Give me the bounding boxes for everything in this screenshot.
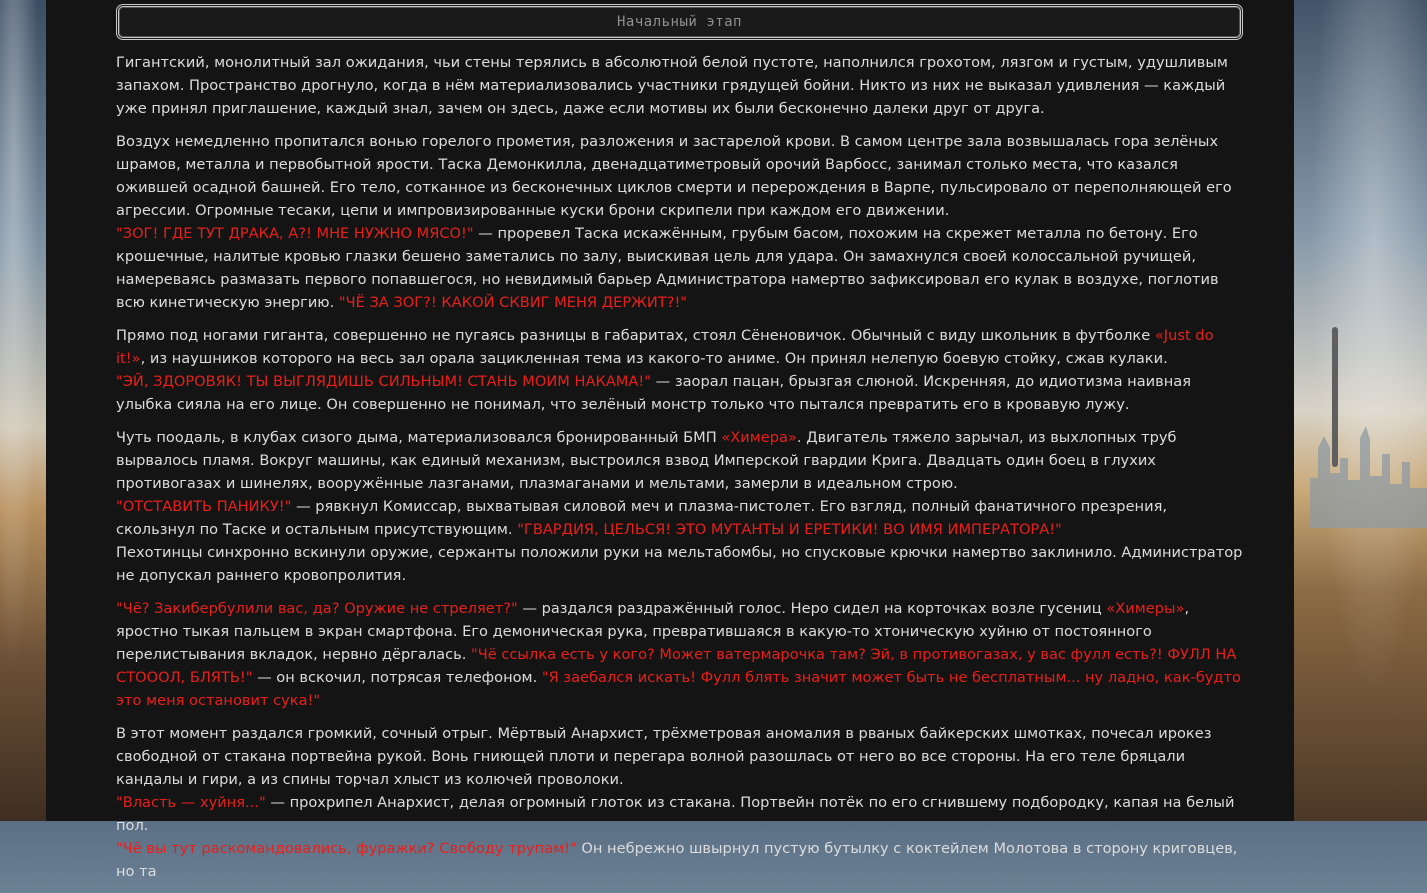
paragraph-nero (116, 597, 1246, 712)
narration: Гигантский, монолитный зал ожидания, чьи стены терялись в абсолютной белой пустоте, наполнился грохотом, лязгом и густым, удушливым запахом. Пространство дрогнуло, когда в нём материализовались участники грядущей бойни. Никто из них не выказал удивления — каждый уже принял приглашение, каждый знал, зачем он здесь, даже если мотивы их были бесконечно далеки друг от друга. (116, 54, 1228, 117)
narration: . Двигатель тяжело зарычал, из выхлопных труб вырвалось пламя. Вокруг машины, как единый механизм, выстроился взвод Имперской гвардии Крига. Двадцать один боец в глухих противогазах и шинелях, вооружённые лазганами, плазмаганами и мельтами, замерли в идеальном строю. (116, 429, 1177, 492)
narration: Прямо под ногами гиганта, совершенно не пугаясь разницы в габаритах, стоял Сёненовичок. Обычный с виду школьник в футболке (116, 327, 1155, 344)
dialogue-quote: "ОТСТАВИТЬ ПАНИКУ!" (116, 498, 292, 515)
ruined-city-silhouette (1310, 418, 1427, 528)
vehicle-highlight: «Химера» (721, 429, 797, 446)
narration: Воздух немедленно пропитался вонью горелого прометия, разложения и застарелой крови. В самом центре зала возвышалась гора зелёных шрамов, металла и первобытной ярости. Таска Демонкилла, двенадцатиметровый орочий Варбосс, занимал столько места, что казался ожившей осадной башней. Его тело, сотканное из бесконечных циклов смерти и перерождения в Варпе, пульсировало от переполняющей его агрессии. Огромные тесаки, цепи и импровизированные куски брони скрипели при каждом его движении. (116, 133, 1232, 219)
narration: , яростно тыкая пальцем в экран смартфона. Его демоническая рука, превратившаяся в какую-то хтоническую хуйню от постоянного перелистывания вкладок, нервно дёргалась. (116, 600, 1190, 663)
dialogue-quote: "ЧЁ ЗА ЗОГ?! КАКОЙ СКВИГ МЕНЯ ДЕРЖИТ?!" (338, 294, 688, 311)
narration: Чуть поодаль, в клубах сизого дыма, материализовался бронированный БМП (116, 429, 722, 446)
scrollbar-thumb[interactable] (1332, 327, 1338, 467)
stage-header (116, 4, 1243, 40)
narration: — рявкнул Комиссар, выхватывая силовой меч и плазма-пистолет. Его взгляд, полный фанатичного презрения, скользнул по Таске и остальным присутствующим. (116, 498, 1167, 538)
dialogue-quote: "Чё ссылка есть у кого? Может ватермарочка там? Эй, в противогазах, у вас фулл есть?! ФУЛЛ НА СТОООЛ, БЛЯТЬ!" (116, 646, 1237, 686)
dialogue-quote: "Чё вы тут раскомандовались, фуражки? Свободу трупам!" (116, 840, 577, 857)
story-panel[interactable] (46, 0, 1294, 880)
narration: Пехотинцы синхронно вскинули оружие, сержанты положили руки на мельтабомбы, но спусковые крючки намертво заклинило. Администратор не допускал раннего кровопролития. (116, 544, 1243, 584)
narration: — прохрипел Анархист, делая огромный глоток из стакана. Портвейн потёк по его сгнившему подбородку, капая на белый пол. (116, 794, 1235, 834)
narration: — проревел Таска искажённым, грубым басом, похожим на скрежет металла по бетону. Его крошечные, налитые кровью глазки бешено заметались по залу, выискивая цель для удара. Он замахнулся своей колоссальной ручищей, намереваясь размазать первого попавшегося, но невидимый барьер Администратора намертво зафиксировал его кулак в воздухе, поглотив всю кинетическую энергию. (116, 225, 1219, 311)
dialogue-quote: "Я заебался искать! Фулл блять значит может быть не бесплатным... ну ладно, как-будто это меня остановит сука!" (116, 669, 1241, 709)
narration: , из наушников которого на весь зал орала зацикленная тема из какого-то аниме. Он принял нелепую боевую стойку, сжав кулаки. (140, 350, 1168, 367)
dialogue-quote: "Чё? Закибербулили вас, да? Оружие не стреляет?" (116, 600, 518, 617)
story-text (116, 51, 1246, 893)
background-landscape-right (1294, 0, 1427, 821)
narration: — он вскочил, потрясая телефоном. (252, 669, 542, 686)
narration: — заорал пацан, брызгая слюной. Искренняя, до идиотизма наивная улыбка сияла на его лице. Он совершенно не понимал, что зелёный монстр только что пытался превратить его в кровавую лужу. (116, 373, 1191, 413)
brand-highlight: «Just do it!» (116, 327, 1214, 367)
dialogue-quote: "ЗОГ! ГДЕ ТУТ ДРАКА, А?! МНЕ НУЖНО МЯСО!" (116, 225, 474, 242)
paragraph-anarchist (116, 722, 1246, 883)
paragraph-krieg (116, 426, 1246, 587)
vehicle-highlight: «Химеры» (1106, 600, 1185, 617)
narration: Он небрежно швырнул пустую бутылку с коктейлем Молотова в сторону криговцев, но та (116, 840, 1238, 880)
dialogue-quote: "ГВАРДИЯ, ЦЕЛЬСЯ! ЭТО МУТАНТЫ И ЕРЕТИКИ! ВО ИМЯ ИМПЕРАТОРА!" (517, 521, 1062, 538)
scrollbar[interactable] (1332, 0, 1338, 821)
background-landscape-left (0, 0, 46, 821)
narration: — раздался раздражённый голос. Неро сидел на корточках возле гусениц (517, 600, 1107, 617)
paragraph-intro (116, 51, 1246, 120)
dialogue-quote: "Власть — хуйня..." (116, 794, 266, 811)
dialogue-quote: "ЭЙ, ЗДОРОВЯК! ТЫ ВЫГЛЯДИШЬ СИЛЬНЫМ! СТАНЬ МОИМ НАКАМА!" (116, 373, 651, 390)
paragraph-taska (116, 130, 1246, 314)
paragraph-shonen (116, 324, 1246, 416)
stage-title: Начальный этап (616, 14, 742, 30)
narration: В этот момент раздался громкий, сочный отрыг. Мёртвый Анархист, трёхметровая аномалия в рваных байкерских шмотках, почесал ирокез свободной от стакана портвейна рукой. Вонь гниющей плоти и перегара волной разошлась от него во все стороны. На его теле бряцали кандалы и гири, а из спины торчал хлыст из колючей проволоки. (116, 725, 1212, 788)
